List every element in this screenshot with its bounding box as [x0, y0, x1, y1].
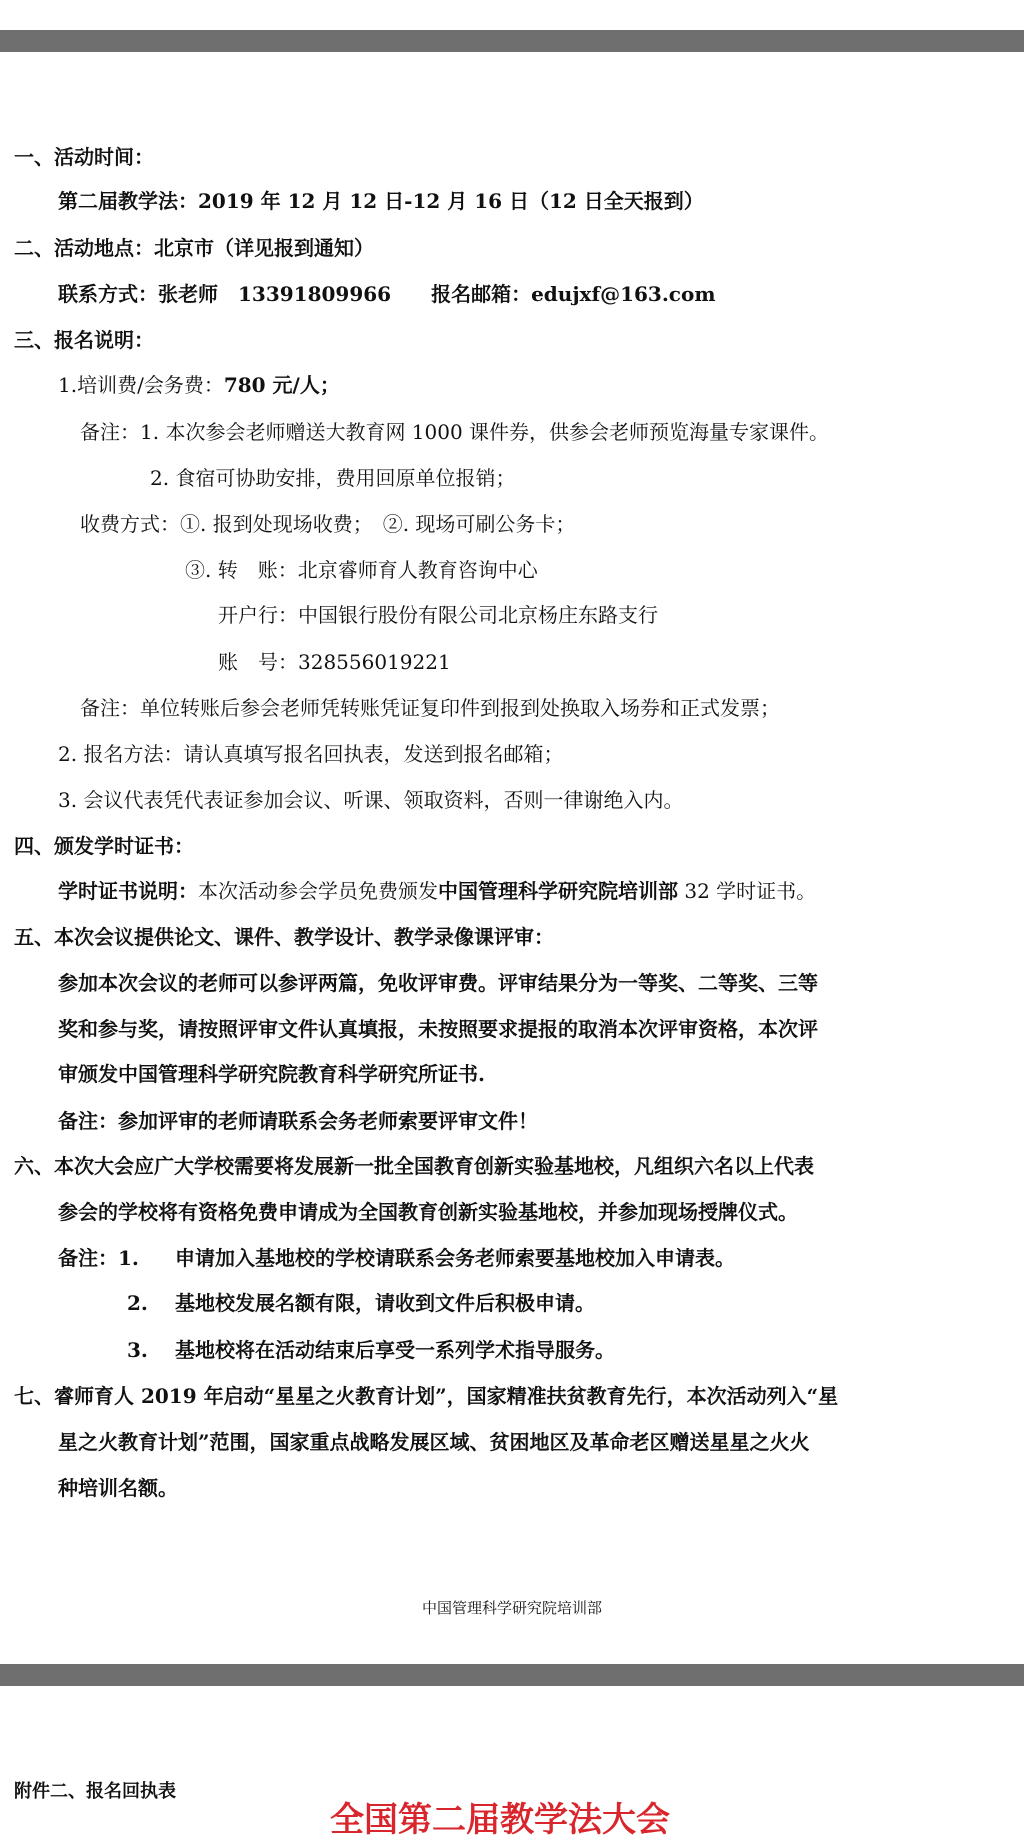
transfer-info: ③. 转 账：北京睿师育人教育咨询中心 [185, 558, 538, 582]
section-5-heading: 五、本次会议提供论文、课件、教学设计、教学录像课评审： [14, 925, 554, 949]
section-6-line-1: 六、本次大会应广大学校需要将发展新一批全国教育创新实验基地校，凡组织六名以上代表 [14, 1154, 814, 1178]
review-note: 备注：参加评审的老师请联系会务老师索要评审文件！ [58, 1109, 538, 1133]
fee-line: 1.培训费/会务费：780 元/人； [58, 373, 340, 397]
review-paragraph-line-3: 审颁发中国管理科学研究院教育科学研究所证书. [58, 1062, 485, 1086]
section-6-line-2: 参会的学校将有资格免费申请成为全国教育创新实验基地校，并参加现场授牌仪式。 [58, 1200, 798, 1224]
section-1-heading: 一、活动时间： [14, 145, 154, 169]
next-page-title-clip [330, 1800, 690, 1840]
base-school-note-3: 基地校将在活动结束后享受一系列学术指导服务。 [175, 1338, 615, 1362]
section-7-line-3: 种培训名额。 [58, 1476, 178, 1500]
section-7-line-1: 七、睿师育人 2019 年启动“星星之火教育计划”，国家精准扶贫教育先行，本次活动列入“星 [14, 1384, 839, 1408]
fee-value: 780 元/人； [223, 373, 340, 397]
section-2-heading: 二、活动地点：北京市（详见报到通知） [14, 236, 374, 260]
registration-method: 2. 报名方法：请认真填写报名回执表，发送到报名邮箱； [58, 742, 564, 766]
note-2: 2. 食宿可协助安排，费用回原单位报销； [150, 466, 516, 490]
review-paragraph-line-1: 参加本次会议的老师可以参评两篇，免收评审费。评审结果分为一等奖、二等奖、三等 [58, 971, 818, 995]
payment-methods: 收费方式：①. 报到处现场收费； ②. 现场可刷公务卡； [80, 512, 576, 536]
base-school-note-1: 申请加入基地校的学校请联系会务老师索要基地校加入申请表。 [175, 1246, 735, 1270]
certificate-info: 学时证书说明：本次活动参会学员免费颁发中国管理科学研究院培训部 32 学时证书。 [58, 879, 817, 903]
base-school-note-2: 基地校发展名额有限，请收到文件后积极申请。 [175, 1291, 595, 1315]
section-3-heading: 三、报名说明： [14, 328, 154, 352]
account-info: 账 号：328556019221 [218, 650, 451, 674]
note-1: 备注：1. 本次参会老师赠送大教育网 1000 课件券，供参会老师预览海量专家课件。 [80, 420, 830, 444]
page-separator [0, 1664, 1024, 1686]
attachment-heading: 附件二、报名回执表 [14, 1781, 176, 1802]
page-separator-top [0, 30, 1024, 52]
activity-location: 北京市（详见报到通知） [154, 236, 374, 260]
certificate-issuer: 中国管理科学研究院培训部 [438, 879, 678, 903]
review-paragraph-line-2: 奖和参与奖，请按照评审文件认真填报，未按照要求提报的取消本次评审资格，本次评 [58, 1017, 818, 1041]
base-school-note-3-number: 3. [127, 1338, 148, 1362]
representative-rule: 3. 会议代表凭代表证参加会议、听课、领取资料，否则一律谢绝入内。 [58, 788, 684, 812]
issuing-organization: 中国管理科学研究院培训部 [421, 1599, 602, 1617]
contact-info: 联系方式：张老师 13391809966 报名邮箱：edujxf@163.com [58, 282, 716, 306]
section-7-line-2: 星之火教育计划”范围，国家重点战略发展区域、贫困地区及革命老区赠送星星之火火 [58, 1430, 810, 1454]
base-school-note-2-number: 2. [127, 1291, 148, 1315]
bank-info: 开户行：中国银行股份有限公司北京杨庄东路支行 [218, 603, 658, 627]
note-3: 备注：单位转账后参会老师凭转账凭证复印件到报到处换取入场券和正式发票； [80, 696, 780, 720]
section-4-heading: 四、颁发学时证书： [14, 834, 194, 858]
base-school-note-label: 备注：1. [58, 1246, 139, 1270]
activity-time: 第二届教学法：2019 年 12 月 12 日-12 月 16 日（12 日全天报到） [58, 189, 704, 213]
next-page-title: 全国第二届教学法大会 [330, 1800, 670, 1840]
